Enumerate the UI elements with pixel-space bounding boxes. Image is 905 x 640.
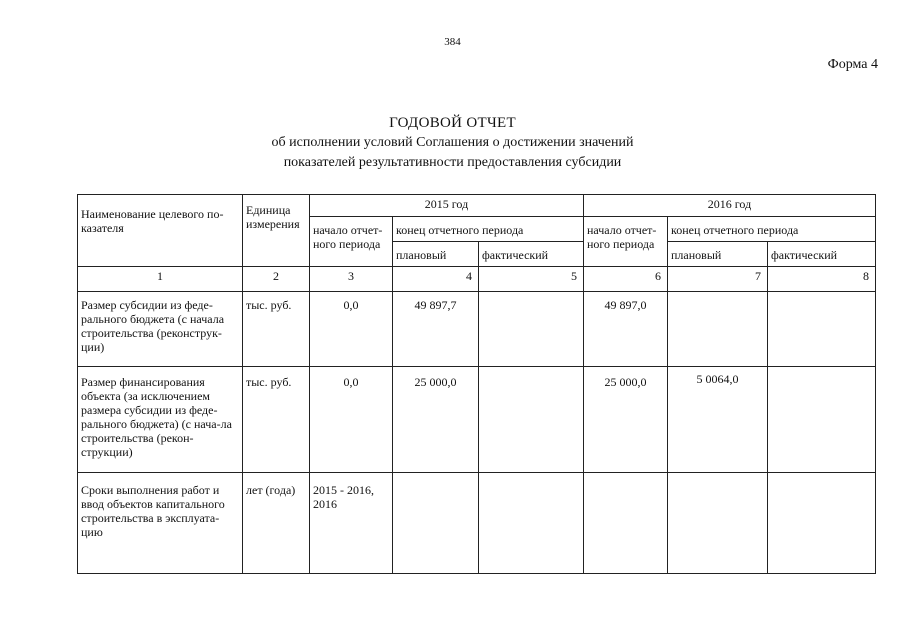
row-unit: лет (года): [243, 473, 310, 574]
report-subtitle-line-2: показателей результативности предоставления субсидии: [283, 155, 622, 170]
row-planned-2015: 25 000,0: [393, 367, 479, 473]
header-start-2015: начало отчет-ного периода: [310, 217, 393, 267]
row-start-2015: 0,0: [310, 292, 393, 367]
row-start-2015: 0,0: [310, 367, 393, 473]
row-actual-2015: [479, 367, 584, 473]
report-title-block: [0, 113, 905, 173]
report-subtitle-line-1: об исполнении условий Соглашения о достижении значений: [271, 135, 634, 150]
row-unit: тыс. руб.: [243, 292, 310, 367]
row-planned-2015: 49 897,7: [393, 292, 479, 367]
row-actual-2016: [768, 367, 876, 473]
page-number: 384: [444, 36, 461, 48]
column-number: 6: [584, 267, 668, 292]
column-number-row: [78, 267, 876, 292]
header-end-2015: конец отчетного периода: [393, 217, 584, 242]
row-actual-2015: [479, 473, 584, 574]
header-year-2016: 2016 год: [584, 195, 876, 217]
column-number: 1: [78, 267, 243, 292]
row-planned-2016: 5 0064,0: [668, 367, 768, 473]
row-planned-2016: [668, 292, 768, 367]
row-planned-2015: [393, 473, 479, 574]
row-actual-2015: [479, 292, 584, 367]
header-row-years: [78, 195, 876, 217]
row-actual-2016: [768, 473, 876, 574]
row-indicator: Размер финансирования объекта (за исключением размера субсидии из феде-рального бюджета) (с нача-ла строительства (рекон-струкции): [78, 367, 243, 473]
row-indicator: Сроки выполнения работ и ввод объектов капитального строительства в эксплуата-цию: [78, 473, 243, 574]
table-row: [78, 292, 876, 367]
column-number: 2: [243, 267, 310, 292]
row-start-2015: 2015 - 2016, 2016: [310, 473, 393, 574]
row-unit: тыс. руб.: [243, 367, 310, 473]
report-title: ГОДОВОЙ ОТЧЕТ: [389, 115, 516, 131]
header-indicator: Наименование целевого по-казателя: [78, 195, 243, 267]
column-number: 5: [479, 267, 584, 292]
header-unit: Единица измерения: [243, 195, 310, 267]
row-actual-2016: [768, 292, 876, 367]
column-number: 8: [768, 267, 876, 292]
header-end-2016: конец отчетного периода: [668, 217, 876, 242]
header-actual-2015: фактический: [479, 242, 584, 267]
column-number: 4: [393, 267, 479, 292]
header-planned-2015: плановый: [393, 242, 479, 267]
row-start-2016: [584, 473, 668, 574]
header-planned-2016: плановый: [668, 242, 768, 267]
header-actual-2016: фактический: [768, 242, 876, 267]
row-start-2016: 49 897,0: [584, 292, 668, 367]
row-planned-2016: [668, 473, 768, 574]
column-number: 7: [668, 267, 768, 292]
table-row: [78, 367, 876, 473]
table-row: [78, 473, 876, 574]
row-indicator: Размер субсидии из феде-рального бюджета (с начала строительства (реконструк-ции): [78, 292, 243, 367]
header-year-2015: 2015 год: [310, 195, 584, 217]
row-start-2016: 25 000,0: [584, 367, 668, 473]
header-start-2016: начало отчет-ного периода: [584, 217, 668, 267]
report-table: [77, 194, 876, 574]
form-label: Форма 4: [827, 57, 878, 72]
column-number: 3: [310, 267, 393, 292]
